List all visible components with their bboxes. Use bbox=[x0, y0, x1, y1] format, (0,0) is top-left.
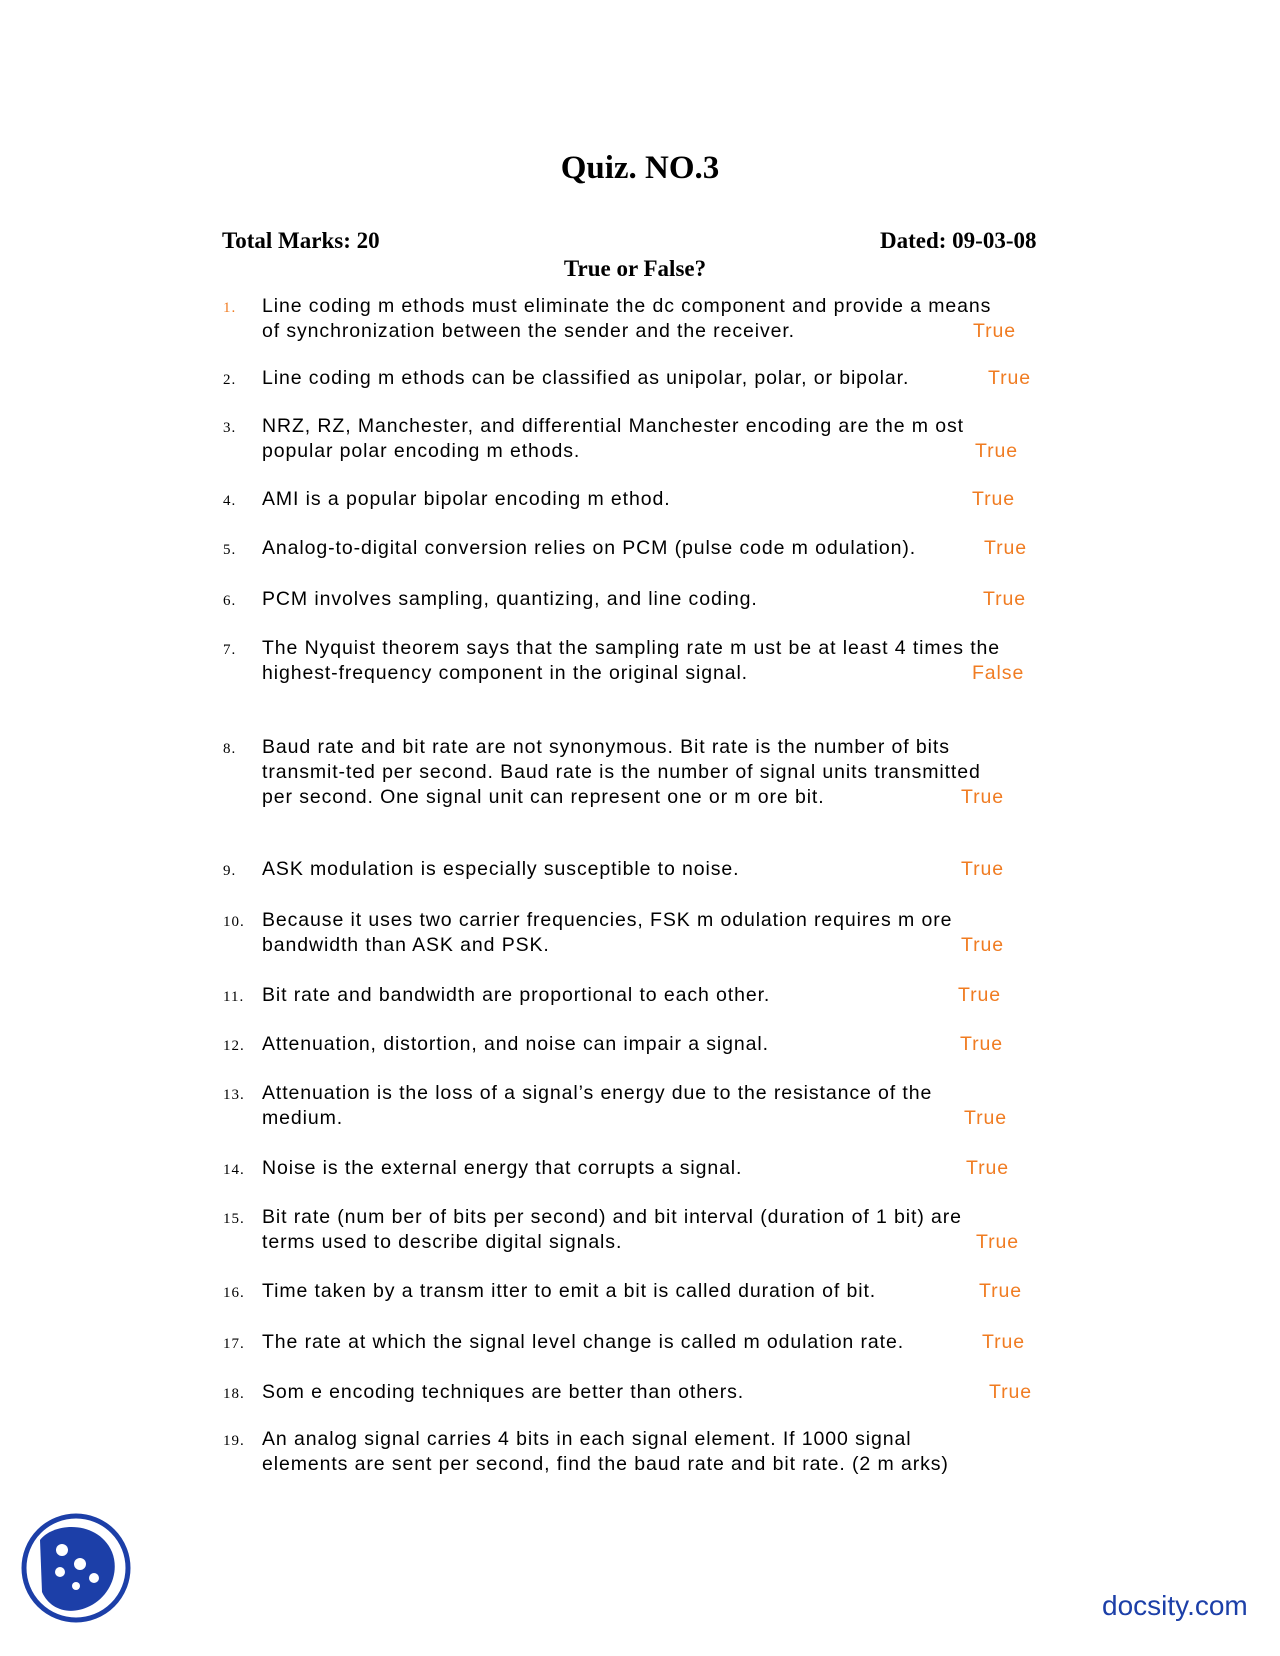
question-number: 4. bbox=[223, 493, 237, 509]
question-text: of synchronization between the sender and the receiver. bbox=[262, 320, 795, 342]
answer-label: True bbox=[979, 1280, 1022, 1302]
answer-label: False bbox=[972, 662, 1025, 684]
question-text: Attenuation is the loss of a signal’s energy due to the resistance of the bbox=[262, 1082, 933, 1104]
answer-label: True bbox=[984, 537, 1027, 559]
question-number: 3. bbox=[223, 420, 237, 436]
question-number: 5. bbox=[223, 542, 237, 558]
page-title: Quiz. NO.3 bbox=[560, 150, 720, 186]
question-text: Because it uses two carrier frequencies, FSK m odulation requires m ore bbox=[262, 909, 953, 931]
question-number: 12. bbox=[223, 1038, 245, 1054]
question-text: popular polar encoding m ethods. bbox=[262, 440, 581, 462]
question-number: 8. bbox=[223, 741, 237, 757]
answer-label: True bbox=[958, 984, 1001, 1006]
answer-label: True bbox=[972, 488, 1015, 510]
question-number: 17. bbox=[223, 1336, 245, 1352]
question-text: Baud rate and bit rate are not synonymous. Bit rate is the number of bits bbox=[262, 736, 950, 758]
question-number: 19. bbox=[223, 1433, 245, 1449]
answer-label: True bbox=[961, 934, 1004, 956]
question-number: 15. bbox=[223, 1211, 245, 1227]
question-text: elements are sent per second, find the baud rate and bit rate. (2 m arks) bbox=[262, 1453, 949, 1475]
question-number: 10. bbox=[223, 914, 245, 930]
question-text: Line coding m ethods can be classified as unipolar, polar, or bipolar. bbox=[262, 367, 910, 389]
question-number: 1. bbox=[223, 300, 237, 316]
section-heading: True or False? bbox=[563, 256, 707, 281]
question-number: 13. bbox=[223, 1087, 245, 1103]
question-number: 9. bbox=[223, 863, 237, 879]
answer-label: True bbox=[989, 1381, 1032, 1403]
question-text: transmit-ted per second. Baud rate is the number of signal units transmitted bbox=[262, 761, 981, 783]
date-label: Dated: 09-03-08 bbox=[880, 228, 1037, 253]
answer-label: True bbox=[983, 588, 1026, 610]
question-number: 7. bbox=[223, 642, 237, 658]
question-text: Time taken by a transm itter to emit a bit is called duration of bit. bbox=[262, 1280, 877, 1302]
answer-label: True bbox=[976, 1231, 1019, 1253]
total-marks: Total Marks: 20 bbox=[222, 228, 380, 253]
question-text: Bit rate and bandwidth are proportional to each other. bbox=[262, 984, 771, 1006]
answer-label: True bbox=[961, 786, 1004, 808]
answer-label: True bbox=[975, 440, 1018, 462]
docsity-wordmark-link[interactable]: docsity.com bbox=[1102, 1590, 1248, 1621]
question-text: per second. One signal unit can represent one or m ore bit. bbox=[262, 786, 825, 808]
answer-label: True bbox=[960, 1033, 1003, 1055]
question-text: bandwidth than ASK and PSK. bbox=[262, 934, 550, 956]
question-text: Line coding m ethods must eliminate the dc component and provide a means bbox=[262, 295, 992, 317]
question-text: ASK modulation is especially susceptible to noise. bbox=[262, 858, 740, 880]
question-text: terms used to describe digital signals. bbox=[262, 1231, 623, 1253]
question-text: Analog-to-digital conversion relies on PCM (pulse code m odulation). bbox=[262, 537, 917, 559]
answer-label: True bbox=[988, 367, 1031, 389]
question-number: 11. bbox=[223, 989, 245, 1005]
question-text: highest-frequency component in the original signal. bbox=[262, 662, 749, 684]
answer-label: True bbox=[982, 1331, 1025, 1353]
question-number: 14. bbox=[223, 1162, 245, 1178]
question-text: AMI is a popular bipolar encoding m ethod. bbox=[262, 488, 671, 510]
question-text: The Nyquist theorem says that the sampling rate m ust be at least 4 times the bbox=[262, 637, 1001, 659]
question-text: medium. bbox=[262, 1107, 344, 1129]
question-text: Bit rate (num ber of bits per second) and bit interval (duration of 1 bit) are bbox=[262, 1206, 962, 1228]
question-text: Noise is the external energy that corrupts a signal. bbox=[262, 1157, 743, 1179]
question-text: The rate at which the signal level change is called m odulation rate. bbox=[262, 1331, 905, 1353]
question-text: PCM involves sampling, quantizing, and line coding. bbox=[262, 588, 758, 610]
question-text: NRZ, RZ, Manchester, and differential Manchester encoding are the m ost bbox=[262, 415, 964, 437]
question-number: 16. bbox=[223, 1285, 245, 1301]
question-number: 2. bbox=[223, 372, 237, 388]
answer-label: True bbox=[966, 1157, 1009, 1179]
question-number: 18. bbox=[223, 1386, 245, 1402]
question-text: An analog signal carries 4 bits in each signal element. If 1000 signal bbox=[262, 1428, 912, 1450]
answer-label: True bbox=[973, 320, 1016, 342]
question-text: Attenuation, distortion, and noise can impair a signal. bbox=[262, 1033, 769, 1055]
answer-label: True bbox=[964, 1107, 1007, 1129]
question-text: Som e encoding techniques are better than others. bbox=[262, 1381, 745, 1403]
answer-label: True bbox=[961, 858, 1004, 880]
question-number: 6. bbox=[223, 593, 237, 609]
docsity-logo-icon[interactable] bbox=[20, 1512, 132, 1624]
